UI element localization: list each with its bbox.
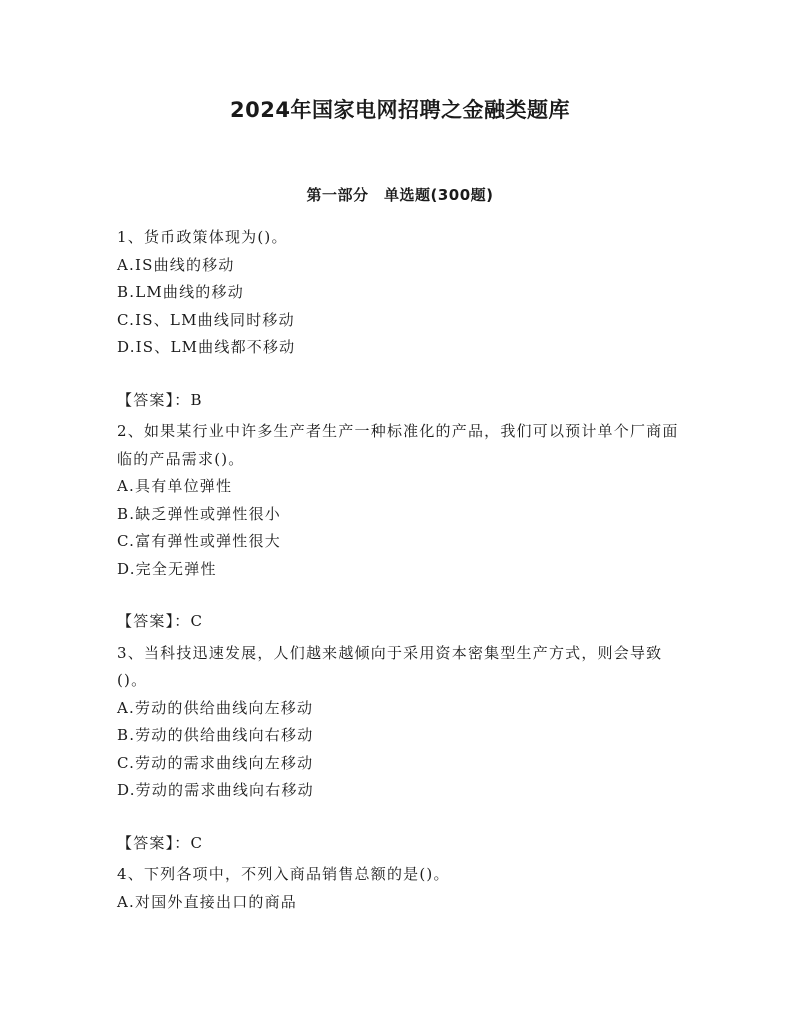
question-2: [117, 418, 685, 636]
answer-label: 【答案】：: [117, 390, 191, 409]
answer-value: B: [190, 390, 203, 409]
option-d: D.劳动的需求曲线向右移动: [117, 781, 314, 799]
question-stem: 4、下列各项中，不列入商品销售总额的是()。: [117, 865, 450, 883]
question-stem: 2、如果某行业中许多生产者生产一种标准化的产品，我们可以预计单个厂商面临的产品需求()。: [117, 422, 679, 468]
option-c: C.IS、LM曲线同时移动: [117, 310, 295, 329]
question-4: [117, 861, 685, 916]
question-1: [117, 224, 685, 414]
option-d: D.IS、LM曲线都不移动: [117, 338, 296, 356]
question-stem: 1、货币政策体现为()。: [117, 228, 288, 246]
document-title: 2024年国家电网招聘之金融类题库: [230, 98, 570, 122]
answer-label: 【答案】：: [117, 833, 191, 852]
answer-label: 【答案】：: [117, 612, 191, 630]
option-a: A.对国外直接出口的商品: [117, 892, 298, 911]
answer-line: [117, 608, 685, 636]
option-c: C.富有弹性或弹性很大: [117, 532, 281, 550]
option-b: B.劳动的供给曲线向右移动: [117, 726, 314, 744]
question-stem: 3、当科技迅速发展，人们越来越倾向于采用资本密集型生产方式，则会导致()。: [117, 643, 663, 689]
answer-value: C: [190, 833, 204, 852]
section-heading: 第一部分 单选题(300题): [306, 186, 494, 204]
option-b: B.LM曲线的移动: [117, 283, 244, 301]
answer-line: [117, 387, 685, 415]
answer-line: [117, 830, 685, 858]
answer-value: C: [190, 612, 204, 630]
option-a: A.IS曲线的移动: [117, 255, 235, 274]
option-a: A.具有单位弹性: [117, 477, 233, 495]
question-list: [117, 224, 685, 916]
option-b: B.缺乏弹性或弹性很小: [117, 504, 281, 523]
option-c: C.劳动的需求曲线向左移动: [117, 753, 314, 772]
option-d: D.完全无弹性: [117, 559, 217, 578]
option-a: A.劳动的供给曲线向左移动: [117, 698, 314, 717]
question-3: [117, 640, 685, 858]
